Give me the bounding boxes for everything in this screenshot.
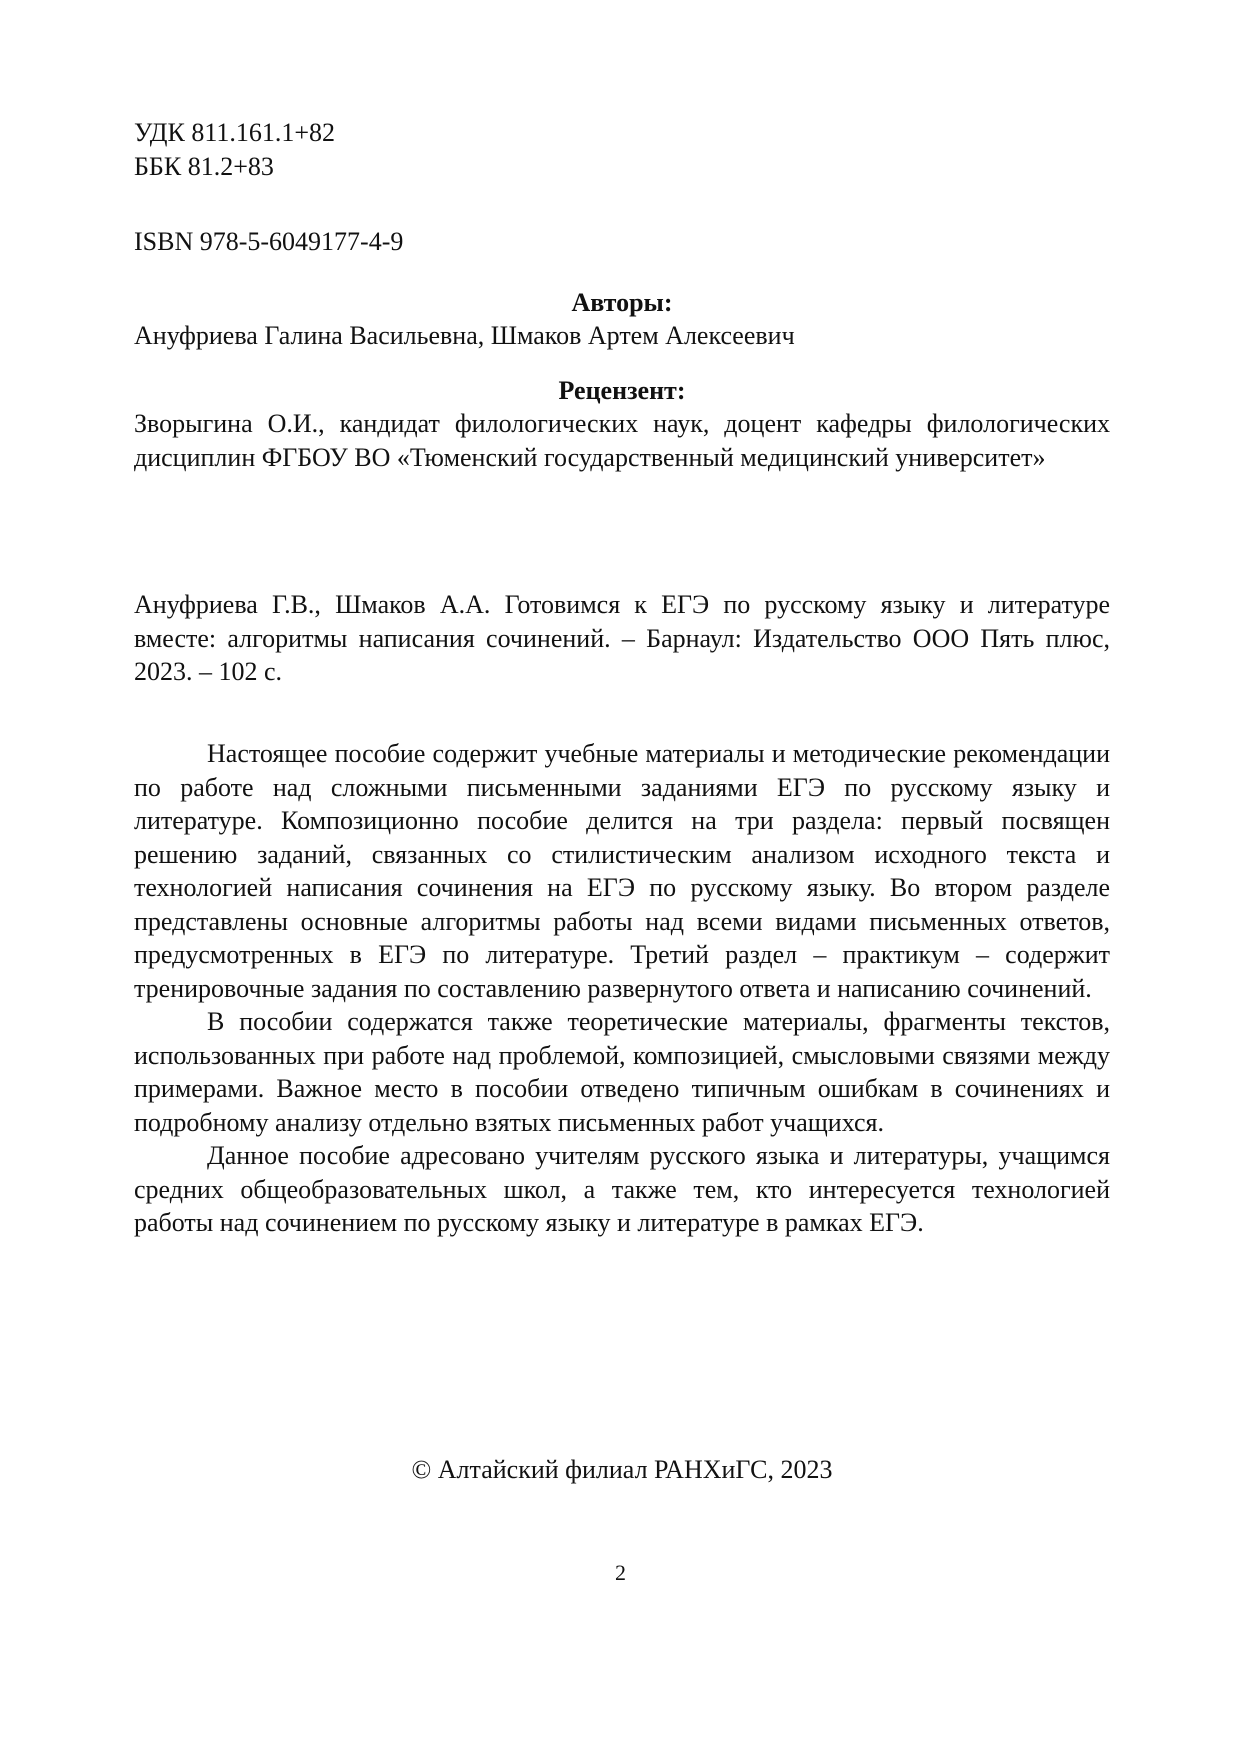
- isbn: ISBN 978-5-6049177-4-9: [134, 227, 404, 256]
- annotation-paragraph: В пособии содержатся также теоретические материалы, фрагменты текстов, использованных при работе над проблемой, композицией, смысловыми связями между примерами. Важное место в пособии отведено типичным ошибкам в сочинениях и подробному анализу отдельно взятых письменных работ учащихся.: [134, 1007, 1110, 1137]
- classification-block: [134, 116, 1110, 183]
- reviewer-heading: Рецензент:: [558, 376, 686, 405]
- udk-code: УДК 811.161.1+82: [134, 118, 336, 147]
- authors-names: Ануфриева Галина Васильевна, Шмаков Артем Алексеевич: [134, 321, 795, 350]
- annotation-paragraph: Данное пособие адресовано учителям русского языка и литературы, учащимся средних общеобразовательных школ, а также тем, кто интересуется технологией работы над сочинением по русскому языку и литературе в рамках ЕГЭ.: [134, 1141, 1110, 1237]
- authors-heading: Авторы:: [571, 288, 673, 317]
- page-number: 2: [615, 1560, 626, 1585]
- bbk-code: ББК 81.2+83: [134, 151, 274, 181]
- reviewer-text: Зворыгина О.И., кандидат филологических наук, доцент кафедры филологических дисциплин ФГБОУ ВО «Тюменский государственный медицинский университет»: [134, 409, 1110, 472]
- annotation: [134, 737, 1110, 1240]
- bibliographic-citation: Ануфриева Г.В., Шмаков А.А. Готовимся к ЕГЭ по русскому языку и литературе вместе: алгоритмы написания сочинений. – Барнаул: Издательство ООО Пять плюс, 2023. – 102 с.: [134, 590, 1110, 686]
- copyright: © Алтайский филиал РАНХиГС, 2023: [411, 1455, 833, 1484]
- annotation-paragraph: Настоящее пособие содержит учебные материалы и методические рекомендации по работе над сложными письменными заданиями ЕГЭ по русскому языку и литературе. Композиционно пособие делится на три раздела: первый посвящен решению заданий, связанных со стилистическим анализом исходного текста и технологией написания сочинения на ЕГЭ по русскому языку. Во втором разделе представлены основные алгоритмы работы над всеми видами письменных ответов, предусмотренных в ЕГЭ по литературе. Третий раздел – практикум – содержит тренировочные задания по составлению развернутого ответа и написанию сочинений.: [134, 739, 1110, 1003]
